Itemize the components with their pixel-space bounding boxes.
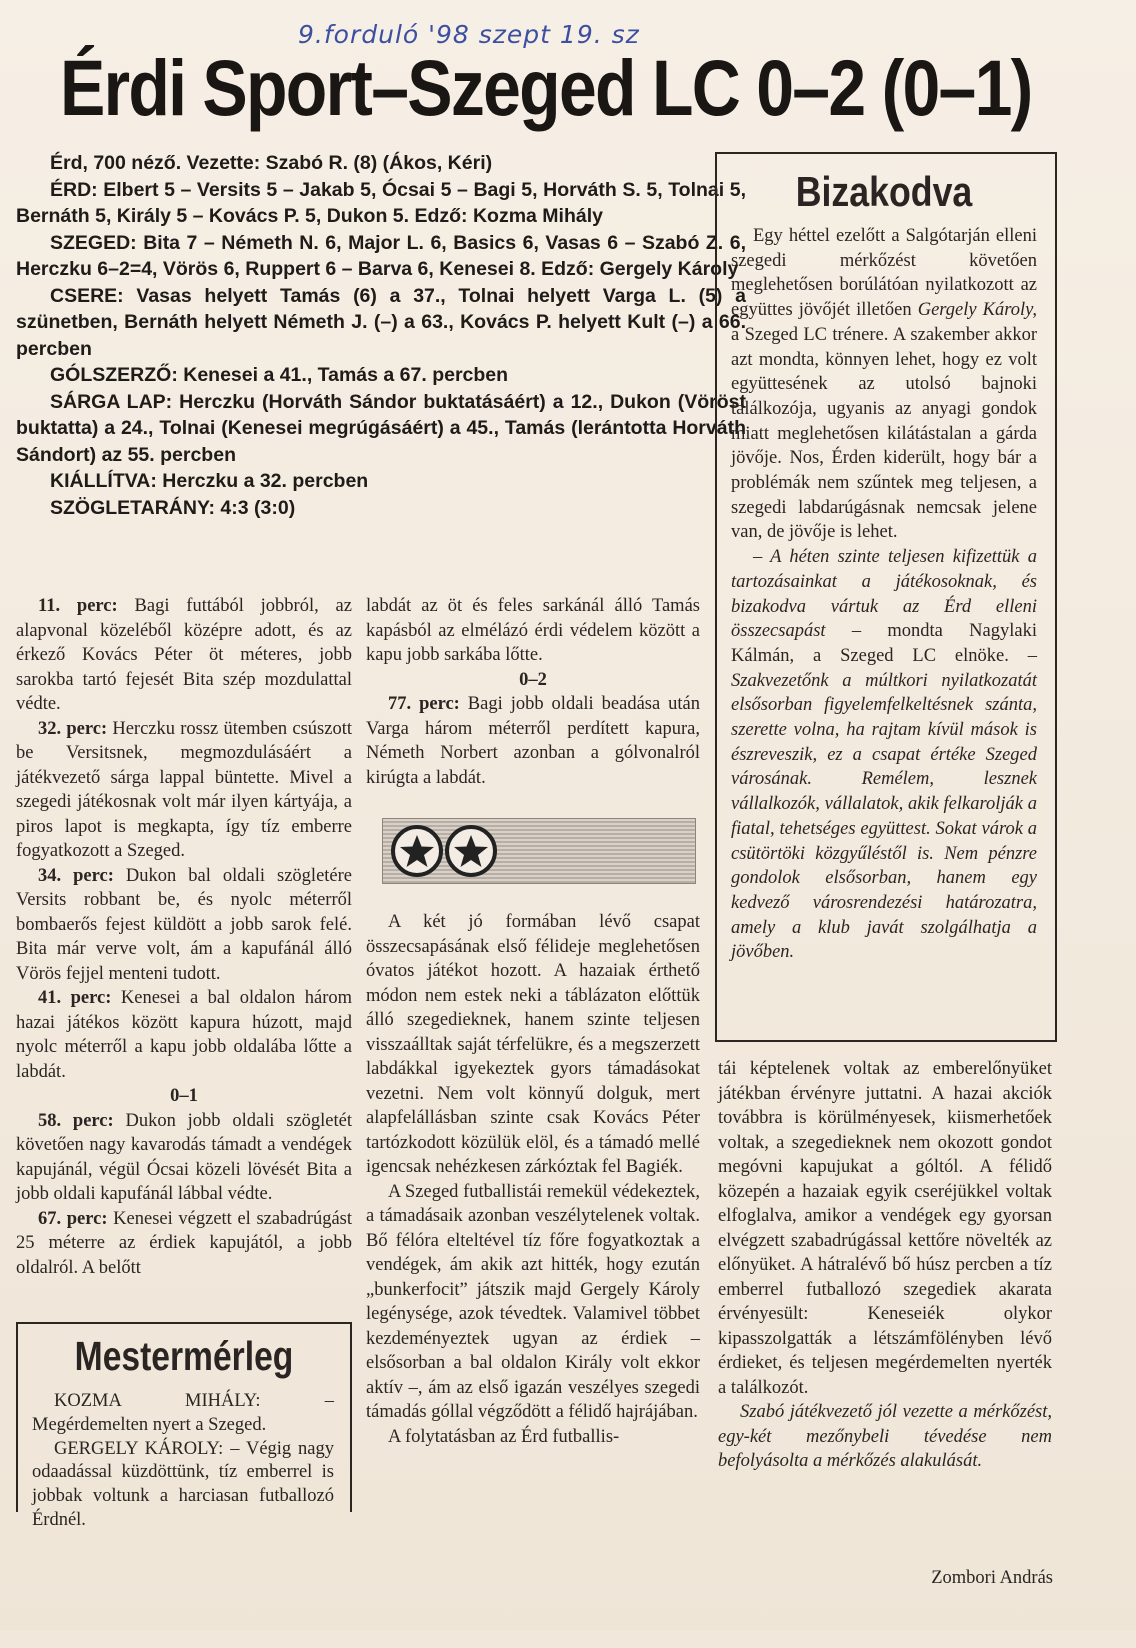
event-paragraph: 58. perc: Dukon jobb oldali szögletét követően nagy kavarodás támadt a vendégek kapujánál, végül Ócsai közeli lövését Bita a jobb oldali kapufánál lábbal védte. [16, 1110, 352, 1204]
minute-by-minute-column-1 [16, 594, 352, 1280]
event-paragraph: 11. perc: Bagi futtából jobbról, az alapvonal közeléből középre adott, és az érkező Kovács Péter öt méteres, jobb sarokba tartó fejesét Bita szép mozdulattal védte. [16, 596, 352, 714]
facts-substitutions: CSERE: Vasas helyett Tamás (6) a 37., Tolnai helyett Varga L. (5) a szünetben, Bernáth helyett Németh J. (–) a 63., Kovács P. helyett Kult (–) a 66. percben [16, 284, 746, 360]
headline: Érdi Sport–Szeged LC 0–2 (0–1) [60, 43, 1032, 132]
report-paragraph: A folytatásban az Érd futballis- [388, 1426, 620, 1447]
facts-scorers: GÓLSZERZŐ: Kenesei a 41., Tamás a 67. percben [50, 364, 509, 386]
report-paragraph: tái képtelenek voltak az emberelőnyüket játékban érvényre juttatni. A hazai akciók továbbra is körülményesek, kiismerhetőek voltak, a szegedieknek nem okozott gondot megóvni kapujukat a góltól. A félidő közepén a hazaiak egyik cseréjükkel voltak elfoglalva, amikor a vendégek egy gyorsan elvégzett szabadrúgással kettőre növelték az előnyüket. A hátralévő bő húsz percben a tíz emberrel futballozó szegediek akarata érvényesült: Keneseiék olykor kipasszolgatták a létszámfölényben lévő érdieket, és teljesen megérdemelten nyerték a találkozót. [718, 1059, 1052, 1398]
mestermerleg-title: Mestermérleg [74, 1333, 294, 1379]
mestermerleg-text [18, 1390, 350, 1533]
event-paragraph: 67. perc: Kenesei végzett el szabadrúgást 25 méterre az érdiek kapujától, a jobb oldalról. A belőtt [16, 1208, 352, 1278]
facts-venue: Érd, 700 néző. Vezette: Szabó R. (8) (Ákos, Kéri) [50, 152, 493, 174]
minute-by-minute-column-2 [366, 594, 700, 790]
sidebar-text [731, 224, 1037, 965]
score-mark: 0–2 [519, 669, 547, 690]
coach-quote: GERGELY KÁROLY: – Végig nagy odaadással küzdöttünk, tíz emberrel is jobbak voltunk a harciasan futballozó Érdnél. [32, 1438, 335, 1530]
facts-yellow-cards: SÁRGA LAP: Herczku (Horváth Sándor buktatásáért) a 12., Dukon (Vöröst buktatta) a 24., Tolnai (Kenesei megrúgásáért) a 45., Tamás (lerántotta Horváth Sándort) az 55. percben [16, 390, 746, 466]
facts-corners: SZÖGLETARÁNY: 4:3 (3:0) [50, 496, 296, 519]
mestermerleg-box [16, 1322, 352, 1530]
event-paragraph: 34. perc: Dukon bal oldali szögletére Versits robbant be, és nyolc méterről bombaerős fejest küldött a jobb sarok felé. Bita már verve volt, ám a kapufánál álló Vörös fejjel menteni tudott. [16, 865, 353, 984]
page-bottom-edge [0, 1630, 1136, 1648]
coach-quote: KOZMA MIHÁLY: – Megérdemelten nyert a Szeged. [32, 1391, 335, 1435]
event-paragraph: labdát az öt és feles sarkánál álló Tamás kapásból az elmélázó érdi védelem között a kapu jobb sarkába lőtte. [366, 596, 700, 665]
facts-erd-lineup: ÉRD: Elbert 5 – Versits 5 – Jakab 5, Ócsai 5 – Bagi 5, Horváth S. 5, Tolnai 5, Bernáth 5, Király 5 – Kovács P. 5, Dukon 5. Edző: Kozma Mihály [16, 178, 746, 227]
report-paragraph: Szabó játékvezető jól vezette a mérkőzést, egy-két mezőnybeli tévedése nem befolyásolta a mérkőzés alakulását. [718, 1402, 1052, 1471]
handwritten-note: 9.forduló '98 szept 19. sz [298, 20, 640, 49]
event-paragraph: 41. perc: Kenesei a bal oldalon három hazai játékos között kapura húzott, majd nyolc méterről a kapu jobb oldalába lőtte a labdát. [16, 988, 352, 1082]
facts-red-card: KIÁLLÍTVA: Herczku a 32. percben [50, 470, 369, 492]
facts-szeged-lineup: SZEGED: Bita 7 – Németh N. 6, Major L. 6, Basics 6, Vasas 6 – Szabó Z. 6, Herczku 6–2=4, Vörös 6, Ruppert 6 – Barva 6, Kenesei 8. Edző: Gergely Károly [16, 231, 746, 280]
report-paragraph: A két jó formában lévő csapat összecsapásának első félideje meglehetősen óvatos játékot hozott. A hazaiak érthető módon nem estek neki a táblázaton előttük álló szegedieknek, hanem szinte teljesen visszaálltak saját térfelükre, és a megszerzett labdákkal igyekeztek gyors támadásokat vezetni. Nem volt könnyű dolguk, mert alapfelállásban szinte csak Kovács Péter tartózkodott közülük elöl, és a támadó mellé igencsak nehézkesen zárkóztak fel Bagiék. [366, 912, 700, 1177]
match-facts [16, 150, 746, 521]
star-icon [391, 825, 443, 877]
match-report-column-3 [718, 1057, 1052, 1474]
sidebar-title: Bizakodva [795, 168, 973, 215]
sidebar-paragraph: Egy héttel ezelőtt a Salgótarján elleni szegedi mérkőzést követően meglehetősen borúlátóan nyilatkozott az együttes jövőjét illetően Gergely Károly, a Szeged LC trénere. A szakember akkor azt mondta, könnyen lehet, hogy ez volt együttesének az utolsó bajnoki találkozója, ugyanis az anyagi gondok miatt meglehetősen kilátástalan a gárda jövője. Nos, Érden kiderült, hogy bár a problémák nem szűntek meg teljesen, a szegedi labdarúgásnak nemcsak jelene van, de jövője is lehet. [731, 226, 1037, 543]
sidebar-paragraph: – A héten szinte teljesen kifizettük a tartozásainkat a játékosoknak, és bizakodva vártuk az Érd elleni összecsapást – mondta Nagylaki Kálmán, a Szeged LC elnöke. – Szakvezetőnk a múltkori nyilatkozatát elsősorban figyelemfelkeltésnek szánta, szerette volna, ha rajtam kívül mások is észreveszik, ez a csapat értéke Szeged városának. Remélem, lesznek vállalkozók, vállalatok, akik felkarolják a fiatal, tehetséges együttest. Sokat várok a csütörtöki közgyűléstől is. Nem pénzre gondolok elsősorban, hanem egy kedvező városrendezési határozatra, amely a klub javát szolgálhatja a jövőben. [731, 547, 1037, 963]
bizakodva-sidebar [715, 152, 1057, 1042]
star-icon [445, 825, 497, 877]
author-byline: Zombori András [931, 1568, 1053, 1588]
match-report-column-2 [366, 910, 700, 1449]
report-paragraph: A Szeged futballistái remekül védekeztek, a támadásaik azonban veszélytelenek voltak. Bő félóra elteltével tíz főre fogyatkoztak a vendégek, ám akik azt hitték, hogy ezután „bunkerfocit” játszik majd Gergely Károly legénysége, azok tévedtek. Valamivel többet kezdeményeztek ugyan az érdiek – elsősorban a bal oldalon Király volt ekkor aktív –, ám az első igazán veszélyes szegedi támadás góllal végződött a félidő hajrájában. [366, 1181, 700, 1422]
event-paragraph: 77. perc: Bagi jobb oldali beadása után Varga három méterről perdített kapura, Németh Norbert azonban a gólvonalról kirúgta a labdát. [366, 694, 701, 788]
rating-box [382, 818, 696, 884]
event-paragraph: 32. perc: Herczku rossz ütemben csúszott be Versitsnek, megmozdulásáért a játékvezető sárga lappal büntette. Mivel a szegedi játékosnak volt már ilyen kártyája, a piros lapot is megkapta, így tíz emberre fogyatkozott a Szeged. [16, 718, 353, 861]
score-mark: 0–1 [170, 1086, 198, 1106]
